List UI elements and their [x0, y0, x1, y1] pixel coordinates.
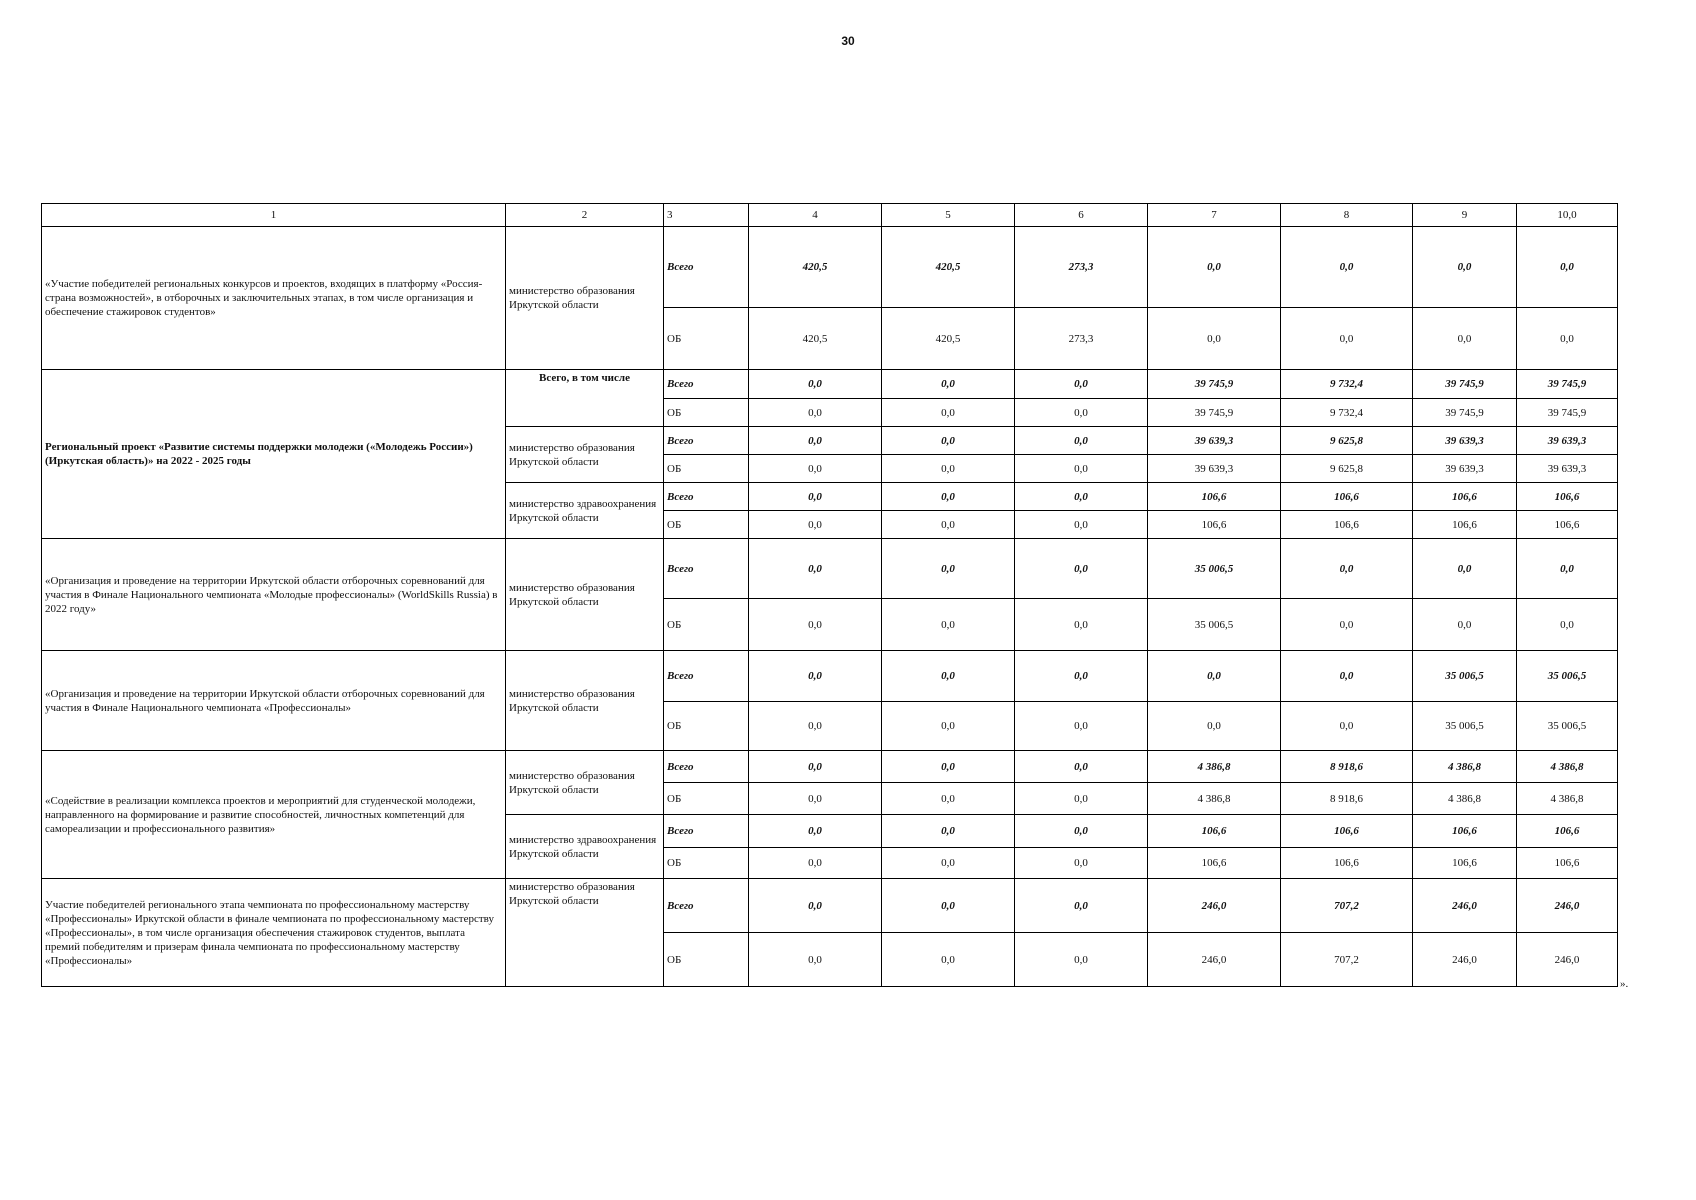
value-cell: 273,3 — [1015, 227, 1148, 308]
value-cell: 246,0 — [1413, 933, 1517, 987]
source-cell: ОБ — [664, 455, 749, 483]
source-cell: ОБ — [664, 399, 749, 427]
header-cell: 6 — [1015, 204, 1148, 227]
value-cell: 0,0 — [1015, 370, 1148, 399]
value-cell: 0,0 — [749, 651, 882, 702]
activity-description: Региональный проект «Развитие системы поддержки молодежи («Молодежь России») (Иркутская область)» на 2022 - 2025 годы — [42, 370, 506, 539]
value-cell: 39 639,3 — [1148, 427, 1281, 455]
executor-cell: министерство образования Иркутской области — [506, 227, 664, 370]
value-cell: 0,0 — [1281, 539, 1413, 599]
value-cell: 106,6 — [1148, 848, 1281, 879]
value-cell: 0,0 — [882, 511, 1015, 539]
value-cell: 0,0 — [1015, 427, 1148, 455]
value-cell: 0,0 — [1413, 599, 1517, 651]
header-cell: 2 — [506, 204, 664, 227]
value-cell: 0,0 — [1517, 599, 1618, 651]
value-cell: 0,0 — [1281, 227, 1413, 308]
value-cell: 0,0 — [1517, 308, 1618, 370]
value-cell: 0,0 — [1148, 702, 1281, 751]
value-cell: 39 639,3 — [1517, 427, 1618, 455]
executor-cell: министерство образования Иркутской области — [506, 879, 664, 987]
value-cell: 0,0 — [1281, 702, 1413, 751]
budget-table — [41, 203, 1618, 987]
value-cell: 9 732,4 — [1281, 370, 1413, 399]
value-cell: 707,2 — [1281, 933, 1413, 987]
value-cell: 9 625,8 — [1281, 427, 1413, 455]
source-cell: Всего — [664, 370, 749, 399]
value-cell: 106,6 — [1413, 511, 1517, 539]
activity-description: «Участие победителей региональных конкурсов и проектов, входящих в платформу «Россия- страна возможностей», в отборочных и заключительных этапах, в том числе организация и обеспечение стажировок студентов» — [42, 227, 506, 370]
activity-description: «Организация и проведение на территории Иркутской области отборочных соревнований для участия в Финале Национального чемпионата «Профессионалы» — [42, 651, 506, 751]
source-cell: ОБ — [664, 848, 749, 879]
value-cell: 0,0 — [749, 751, 882, 783]
value-cell: 39 745,9 — [1413, 370, 1517, 399]
value-cell: 0,0 — [749, 539, 882, 599]
value-cell: 35 006,5 — [1413, 702, 1517, 751]
value-cell: 0,0 — [1281, 651, 1413, 702]
value-cell: 0,0 — [749, 427, 882, 455]
value-cell: 0,0 — [749, 702, 882, 751]
value-cell: 106,6 — [1413, 848, 1517, 879]
value-cell: 106,6 — [1413, 815, 1517, 848]
executor-cell: министерство образования Иркутской области — [506, 427, 664, 483]
value-cell: 0,0 — [1015, 815, 1148, 848]
value-cell: 0,0 — [882, 815, 1015, 848]
executor-cell: министерство здравоохранения Иркутской области — [506, 815, 664, 879]
closing-quote-mark: ». — [1620, 978, 1629, 990]
value-cell: 0,0 — [1015, 539, 1148, 599]
value-cell: 106,6 — [1517, 511, 1618, 539]
source-cell: Всего — [664, 539, 749, 599]
value-cell: 420,5 — [749, 227, 882, 308]
header-cell: 10,0 — [1517, 204, 1618, 227]
source-cell: ОБ — [664, 308, 749, 370]
executor-cell: министерство образования Иркутской области — [506, 751, 664, 815]
value-cell: 246,0 — [1413, 879, 1517, 933]
header-cell: 8 — [1281, 204, 1413, 227]
value-cell: 106,6 — [1281, 483, 1413, 511]
table-row — [42, 879, 1618, 933]
executor-cell: министерство образования Иркутской области — [506, 651, 664, 751]
source-cell: ОБ — [664, 511, 749, 539]
value-cell: 0,0 — [1413, 227, 1517, 308]
header-row — [42, 204, 1618, 227]
value-cell: 106,6 — [1148, 483, 1281, 511]
header-cell: 5 — [882, 204, 1015, 227]
value-cell: 0,0 — [1015, 483, 1148, 511]
value-cell: 35 006,5 — [1148, 599, 1281, 651]
value-cell: 0,0 — [749, 399, 882, 427]
value-cell: 106,6 — [1413, 483, 1517, 511]
executor-cell: министерство здравоохранения Иркутской области — [506, 483, 664, 539]
source-cell: Всего — [664, 651, 749, 702]
value-cell: 106,6 — [1517, 848, 1618, 879]
value-cell: 0,0 — [1281, 599, 1413, 651]
value-cell: 0,0 — [882, 599, 1015, 651]
value-cell: 4 386,8 — [1148, 751, 1281, 783]
value-cell: 0,0 — [882, 879, 1015, 933]
value-cell: 4 386,8 — [1413, 783, 1517, 815]
table-row — [42, 227, 1618, 308]
value-cell: 0,0 — [749, 370, 882, 399]
header-cell: 4 — [749, 204, 882, 227]
value-cell: 4 386,8 — [1148, 783, 1281, 815]
value-cell: 0,0 — [1413, 539, 1517, 599]
value-cell: 106,6 — [1148, 511, 1281, 539]
value-cell: 0,0 — [1015, 848, 1148, 879]
value-cell: 8 918,6 — [1281, 783, 1413, 815]
value-cell: 0,0 — [882, 455, 1015, 483]
value-cell: 0,0 — [1015, 651, 1148, 702]
value-cell: 0,0 — [1148, 651, 1281, 702]
value-cell: 39 745,9 — [1413, 399, 1517, 427]
value-cell: 246,0 — [1148, 933, 1281, 987]
table-row — [42, 370, 1618, 399]
value-cell: 0,0 — [882, 702, 1015, 751]
value-cell: 0,0 — [882, 651, 1015, 702]
value-cell: 0,0 — [1148, 308, 1281, 370]
value-cell: 0,0 — [749, 783, 882, 815]
value-cell: 0,0 — [882, 427, 1015, 455]
value-cell: 0,0 — [882, 370, 1015, 399]
activity-description: «Содействие в реализации комплекса проектов и мероприятий для студенческой молодежи, направленного на формирование и развитие способностей, личностных компетенций для самореализации и профессионального развития» — [42, 751, 506, 879]
value-cell: 0,0 — [1413, 308, 1517, 370]
value-cell: 0,0 — [749, 511, 882, 539]
table-row — [42, 651, 1618, 702]
source-cell: Всего — [664, 483, 749, 511]
value-cell: 39 639,3 — [1413, 455, 1517, 483]
header-cell: 7 — [1148, 204, 1281, 227]
value-cell: 420,5 — [749, 308, 882, 370]
header-cell: 1 — [42, 204, 506, 227]
value-cell: 0,0 — [1015, 399, 1148, 427]
value-cell: 39 639,3 — [1148, 455, 1281, 483]
value-cell: 4 386,8 — [1517, 751, 1618, 783]
value-cell: 106,6 — [1281, 848, 1413, 879]
source-cell: ОБ — [664, 933, 749, 987]
value-cell: 0,0 — [749, 879, 882, 933]
value-cell: 39 745,9 — [1517, 370, 1618, 399]
value-cell: 106,6 — [1148, 815, 1281, 848]
executor-cell: Всего, в том числе — [506, 370, 664, 427]
value-cell: 39 745,9 — [1148, 399, 1281, 427]
value-cell: 106,6 — [1281, 815, 1413, 848]
source-cell: Всего — [664, 227, 749, 308]
value-cell: 39 745,9 — [1517, 399, 1618, 427]
value-cell: 0,0 — [1015, 783, 1148, 815]
header-cell: 3 — [664, 204, 749, 227]
value-cell: 0,0 — [1517, 539, 1618, 599]
table-row — [42, 751, 1618, 783]
header-cell: 9 — [1413, 204, 1517, 227]
value-cell: 707,2 — [1281, 879, 1413, 933]
value-cell: 35 006,5 — [1517, 702, 1618, 751]
value-cell: 0,0 — [749, 815, 882, 848]
value-cell: 0,0 — [882, 751, 1015, 783]
value-cell: 246,0 — [1148, 879, 1281, 933]
value-cell: 420,5 — [882, 227, 1015, 308]
value-cell: 35 006,5 — [1517, 651, 1618, 702]
value-cell: 0,0 — [1015, 879, 1148, 933]
value-cell: 9 625,8 — [1281, 455, 1413, 483]
activity-description: Участие победителей регионального этапа чемпионата по профессиональному мастерству «Профессионалы» Иркутской области в финале чемпионата по профессиональному мастерству «Профессионалы», в том числе организация обеспечения стажировок студентов, выплата премий победителям и призерам финала чемпионата по профессиональному мастерству «Профессионалы» — [42, 879, 506, 987]
value-cell: 39 639,3 — [1413, 427, 1517, 455]
value-cell: 273,3 — [1015, 308, 1148, 370]
value-cell: 246,0 — [1517, 879, 1618, 933]
value-cell: 39 639,3 — [1517, 455, 1618, 483]
page-number: 30 — [841, 34, 855, 48]
value-cell: 106,6 — [1517, 483, 1618, 511]
value-cell: 0,0 — [1015, 455, 1148, 483]
source-cell: Всего — [664, 751, 749, 783]
value-cell: 35 006,5 — [1413, 651, 1517, 702]
value-cell: 0,0 — [882, 783, 1015, 815]
value-cell: 0,0 — [1015, 599, 1148, 651]
value-cell: 0,0 — [1015, 511, 1148, 539]
source-cell: ОБ — [664, 783, 749, 815]
value-cell: 0,0 — [882, 399, 1015, 427]
value-cell: 9 732,4 — [1281, 399, 1413, 427]
value-cell: 0,0 — [882, 539, 1015, 599]
value-cell: 0,0 — [882, 933, 1015, 987]
source-cell: Всего — [664, 427, 749, 455]
source-cell: Всего — [664, 815, 749, 848]
value-cell: 0,0 — [749, 848, 882, 879]
source-cell: ОБ — [664, 702, 749, 751]
value-cell: 246,0 — [1517, 933, 1618, 987]
value-cell: 8 918,6 — [1281, 751, 1413, 783]
value-cell: 0,0 — [749, 599, 882, 651]
value-cell: 0,0 — [882, 848, 1015, 879]
value-cell: 0,0 — [749, 933, 882, 987]
value-cell: 0,0 — [1015, 751, 1148, 783]
activity-description: «Организация и проведение на территории Иркутской области отборочных соревнований для участия в Финале Национального чемпионата «Молодые профессионалы» (WorldSkills Russia) в 2022 году» — [42, 539, 506, 651]
value-cell: 0,0 — [749, 483, 882, 511]
value-cell: 420,5 — [882, 308, 1015, 370]
value-cell: 4 386,8 — [1517, 783, 1618, 815]
executor-cell: министерство образования Иркутской области — [506, 539, 664, 651]
source-cell: ОБ — [664, 599, 749, 651]
value-cell: 0,0 — [1015, 933, 1148, 987]
value-cell: 0,0 — [1281, 308, 1413, 370]
table-row — [42, 539, 1618, 599]
value-cell: 35 006,5 — [1148, 539, 1281, 599]
value-cell: 0,0 — [1148, 227, 1281, 308]
value-cell: 39 745,9 — [1148, 370, 1281, 399]
value-cell: 0,0 — [1517, 227, 1618, 308]
source-cell: Всего — [664, 879, 749, 933]
value-cell: 106,6 — [1281, 511, 1413, 539]
value-cell: 0,0 — [1015, 702, 1148, 751]
value-cell: 0,0 — [882, 483, 1015, 511]
value-cell: 4 386,8 — [1413, 751, 1517, 783]
value-cell: 0,0 — [749, 455, 882, 483]
value-cell: 106,6 — [1517, 815, 1618, 848]
